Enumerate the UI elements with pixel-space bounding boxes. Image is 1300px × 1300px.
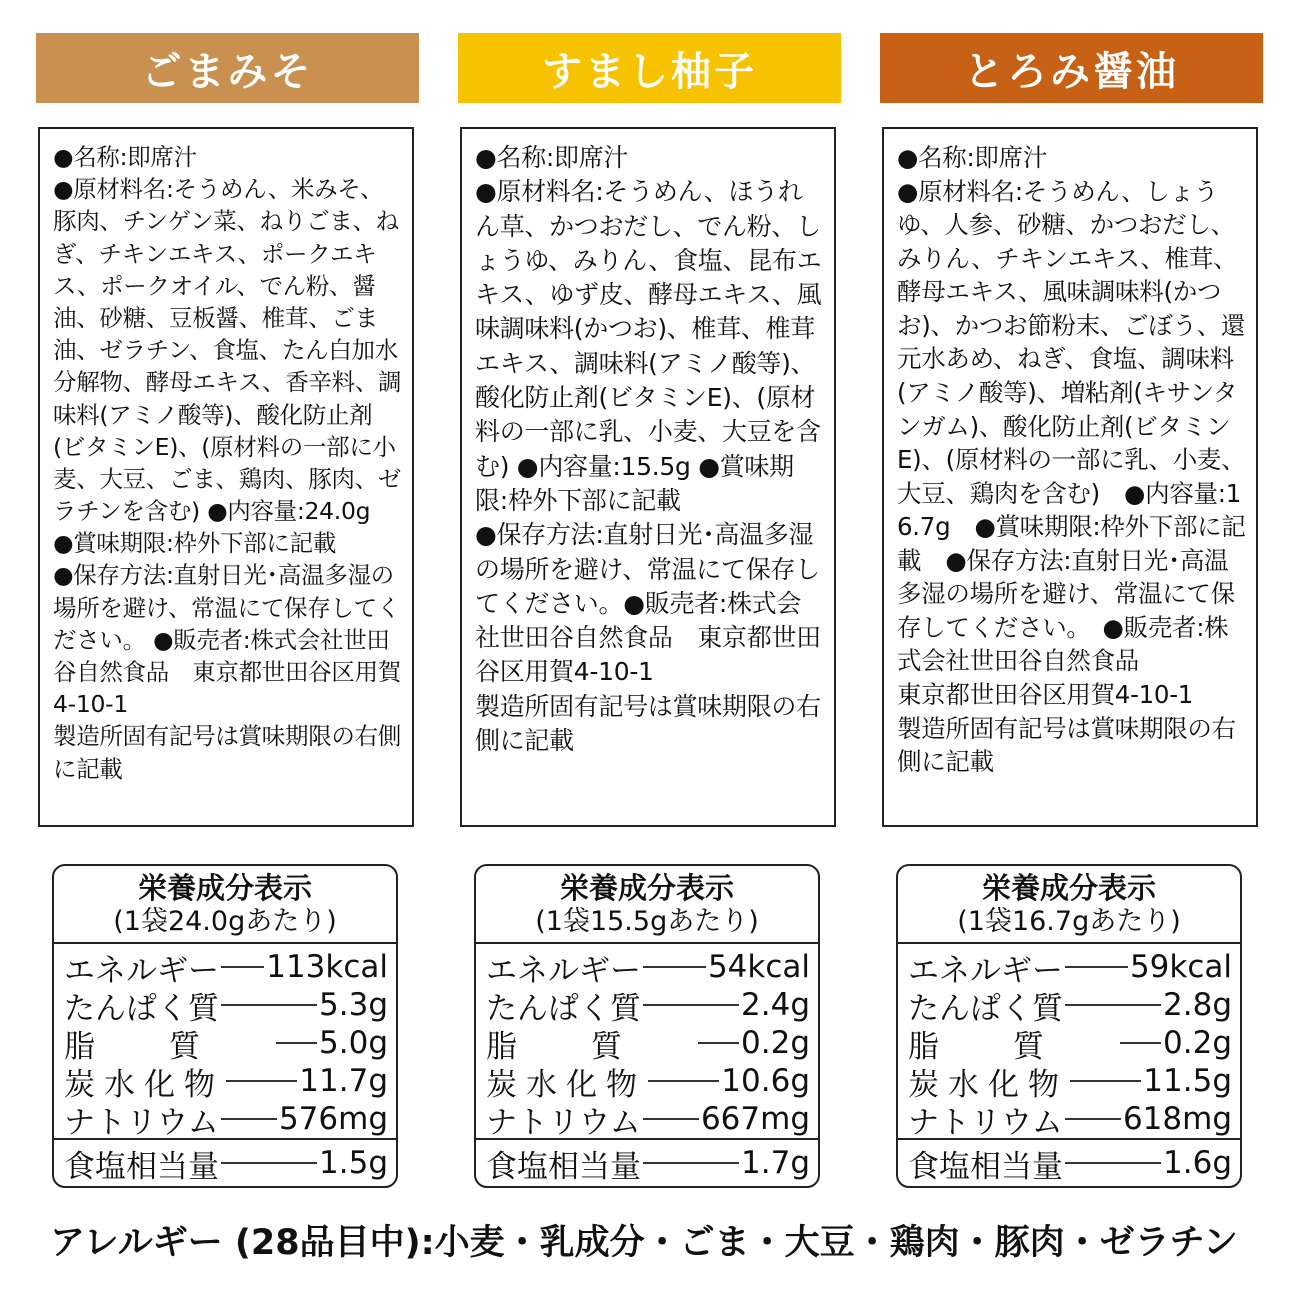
nutrient-label: エネルギー (64, 952, 219, 989)
ingredient-info-box (38, 127, 414, 827)
nutrient-label: ナトリウム (908, 1104, 1063, 1141)
nutrition-row-sodium (64, 1100, 388, 1141)
nutrient-value: 11.7g (299, 1063, 388, 1099)
leader-line (1065, 966, 1128, 968)
nutrition-facts-table (474, 864, 820, 1188)
nutrient-label: 食塩相当量 (908, 1148, 1063, 1185)
product-name-header: すまし柚子 (458, 33, 841, 103)
leader-line (1065, 1162, 1161, 1164)
allergy-notice: アレルギー (28品目中):小麦・乳成分・ごま・大豆・鶏肉・豚肉・ゼラチン (50, 1223, 1238, 1263)
nutrition-row-energy (64, 948, 388, 989)
leader-line (221, 1004, 317, 1006)
nutrition-title: 栄養成分表示 (981, 871, 1156, 905)
nutrient-label: 炭水化物 (908, 1066, 1068, 1103)
nutrient-label: エネルギー (486, 952, 641, 989)
nutrition-row-protein (64, 986, 388, 1027)
nutrition-header (54, 866, 396, 944)
nutrient-label: 脂質 (908, 1028, 1118, 1065)
nutrient-value: 667mg (700, 1101, 810, 1137)
nutrient-label: 脂質 (64, 1028, 274, 1065)
ingredient-info-text: ●名称:即席汁 ●原材料名:そうめん、米みそ、豚肉、チンゲン菜、ねりごま、ねぎ、チキンエキス、ポークエキス、ポークオイル、でん粉、醤油、砂糖、豆板醤、椎茸、ごま油、ゼラチン、食塩、たん白加水分解物、酵母エキス、香辛料、調味料(アミノ酸等)、酸化防止剤(ビタミンE)、(原材料の一部に小麦、大豆、ごま、鶏肉、豚肉、ゼラチンを含む) ●内容量:24.0g ●賞味期限:枠外下部に記載 ●保存方法:直射日光･高温多湿の場所を避け、常温にて保存してください。 ●販売者:株式会社世田谷自然食品 東京都世田谷区用賀4-10-1 製造所固有記号は賞味期限の右側に記載 (53, 143, 402, 783)
nutrient-value: 0.2g (1163, 1025, 1232, 1061)
leader-line (221, 1118, 277, 1120)
nutrient-label: ナトリウム (486, 1104, 641, 1141)
nutrition-rows (54, 944, 396, 1140)
nutrient-label: 食塩相当量 (486, 1148, 641, 1185)
nutrition-serving: (1袋24.0gあたり) (113, 906, 337, 937)
nutrition-row-protein (486, 986, 810, 1027)
nutrition-facts-table (896, 864, 1242, 1188)
nutrient-value: 1.6g (1163, 1145, 1232, 1181)
nutrient-value: 10.6g (721, 1063, 810, 1099)
nutrition-serving: (1袋15.5gあたり) (535, 906, 759, 937)
nutrition-row-salt (64, 1144, 388, 1185)
nutrient-value: 576mg (278, 1101, 388, 1137)
nutrient-label: 食塩相当量 (64, 1148, 219, 1185)
nutrition-header (898, 866, 1240, 944)
leader-line (226, 1080, 297, 1082)
ingredient-info-text: ●名称:即席汁 ●原材料名:そうめん、しょうゆ、人参、砂糖、かつおだし、みりん、チキンエキス、椎茸、酵母エキス、風味調味料(かつお)、かつお節粉末、ごぼう、還元水あめ、ねぎ、食塩、調味料(アミノ酸等)、増粘剤(キサンタンガム)、酸化防止剤(ビタミンE)、(原材料の一部に乳、小麦、大豆、鶏肉を含む) ●内容量:16.7g ●賞味期限:枠外下部に記載 ●保存方法:直射日光･高温多湿の場所を避け、常温にて保存してください。 ●販売者:株式会社世田谷自然食品 東京都世田谷区用賀4-10-1 製造所固有記号は賞味期限の右側に記載 (897, 143, 1246, 777)
nutrition-row-carbs (64, 1062, 388, 1103)
nutrition-row-energy (908, 948, 1232, 989)
nutrition-row-salt (486, 1144, 810, 1185)
nutrition-row-sodium (486, 1100, 810, 1141)
product-name-header: とろみ醤油 (880, 33, 1263, 103)
nutrition-title: 栄養成分表示 (137, 871, 312, 905)
leader-line (643, 1004, 739, 1006)
nutrition-salt (476, 1140, 818, 1185)
leader-line (1120, 1042, 1161, 1044)
leader-line (221, 966, 264, 968)
nutrient-label: たんぱく質 (486, 990, 641, 1027)
nutrient-value: 0.2g (741, 1025, 810, 1061)
nutrition-row-protein (908, 986, 1232, 1027)
nutrient-value: 11.5g (1143, 1063, 1232, 1099)
leader-line (1065, 1004, 1161, 1006)
nutrient-value: 1.5g (319, 1145, 388, 1181)
nutrient-label: 炭水化物 (486, 1066, 646, 1103)
leader-line (698, 1042, 739, 1044)
nutrition-row-carbs (908, 1062, 1232, 1103)
product-name-header: ごまみそ (36, 33, 419, 103)
nutrient-label: たんぱく質 (64, 990, 219, 1027)
ingredient-info-box (460, 127, 836, 827)
nutrient-value: 59kcal (1129, 949, 1232, 985)
leader-line (1070, 1080, 1141, 1082)
ingredient-info-text: ●名称:即席汁 ●原材料名:そうめん、ほうれん草、かつおだし、でん粉、しょうゆ、みりん、食塩、昆布エキス、ゆず皮、酵母エキス、風味調味料(かつお)、椎茸、椎茸エキス、調味料(アミノ酸等)、酸化防止剤(ビタミンE)、(原材料の一部に乳、小麦、大豆を含む) ●内容量:15.5g ●賞味期限:枠外下部に記載 ●保存方法:直射日光･高温多湿の場所を避け、常温にて保存してください。●販売者:株式会社世田谷自然食品 東京都世田谷区用賀4-10-1 製造所固有記号は賞味期限の右側に記載 (475, 143, 822, 756)
ingredient-info-box (882, 127, 1258, 827)
nutrition-row-salt (908, 1144, 1232, 1185)
nutrient-label: たんぱく質 (908, 990, 1063, 1027)
nutrient-value: 54kcal (707, 949, 810, 985)
nutrient-value: 1.7g (741, 1145, 810, 1181)
nutrition-header (476, 866, 818, 944)
leader-line (1065, 1118, 1121, 1120)
nutrition-facts-table (52, 864, 398, 1188)
nutrient-value: 2.4g (741, 987, 810, 1023)
leader-line (648, 1080, 719, 1082)
nutrient-label: 脂質 (486, 1028, 696, 1065)
leader-line (276, 1042, 317, 1044)
nutrient-label: エネルギー (908, 952, 1063, 989)
nutrition-salt (54, 1140, 396, 1185)
nutrient-value: 5.0g (319, 1025, 388, 1061)
nutrition-row-fat (908, 1024, 1232, 1065)
nutrient-value: 618mg (1122, 1101, 1232, 1137)
nutrition-row-fat (486, 1024, 810, 1065)
nutrition-salt (898, 1140, 1240, 1185)
nutrition-row-energy (486, 948, 810, 989)
nutrient-value: 2.8g (1163, 987, 1232, 1023)
nutrition-row-fat (64, 1024, 388, 1065)
leader-line (643, 966, 706, 968)
nutrient-label: ナトリウム (64, 1104, 219, 1141)
leader-line (643, 1162, 739, 1164)
nutrition-rows (476, 944, 818, 1140)
nutrition-row-sodium (908, 1100, 1232, 1141)
nutrient-value: 5.3g (319, 987, 388, 1023)
nutrient-value: 113kcal (266, 949, 388, 985)
leader-line (221, 1162, 317, 1164)
nutrition-title: 栄養成分表示 (559, 871, 734, 905)
nutrient-label: 炭水化物 (64, 1066, 224, 1103)
leader-line (643, 1118, 699, 1120)
nutrition-row-carbs (486, 1062, 810, 1103)
nutrition-serving: (1袋16.7gあたり) (957, 906, 1181, 937)
nutrition-rows (898, 944, 1240, 1140)
